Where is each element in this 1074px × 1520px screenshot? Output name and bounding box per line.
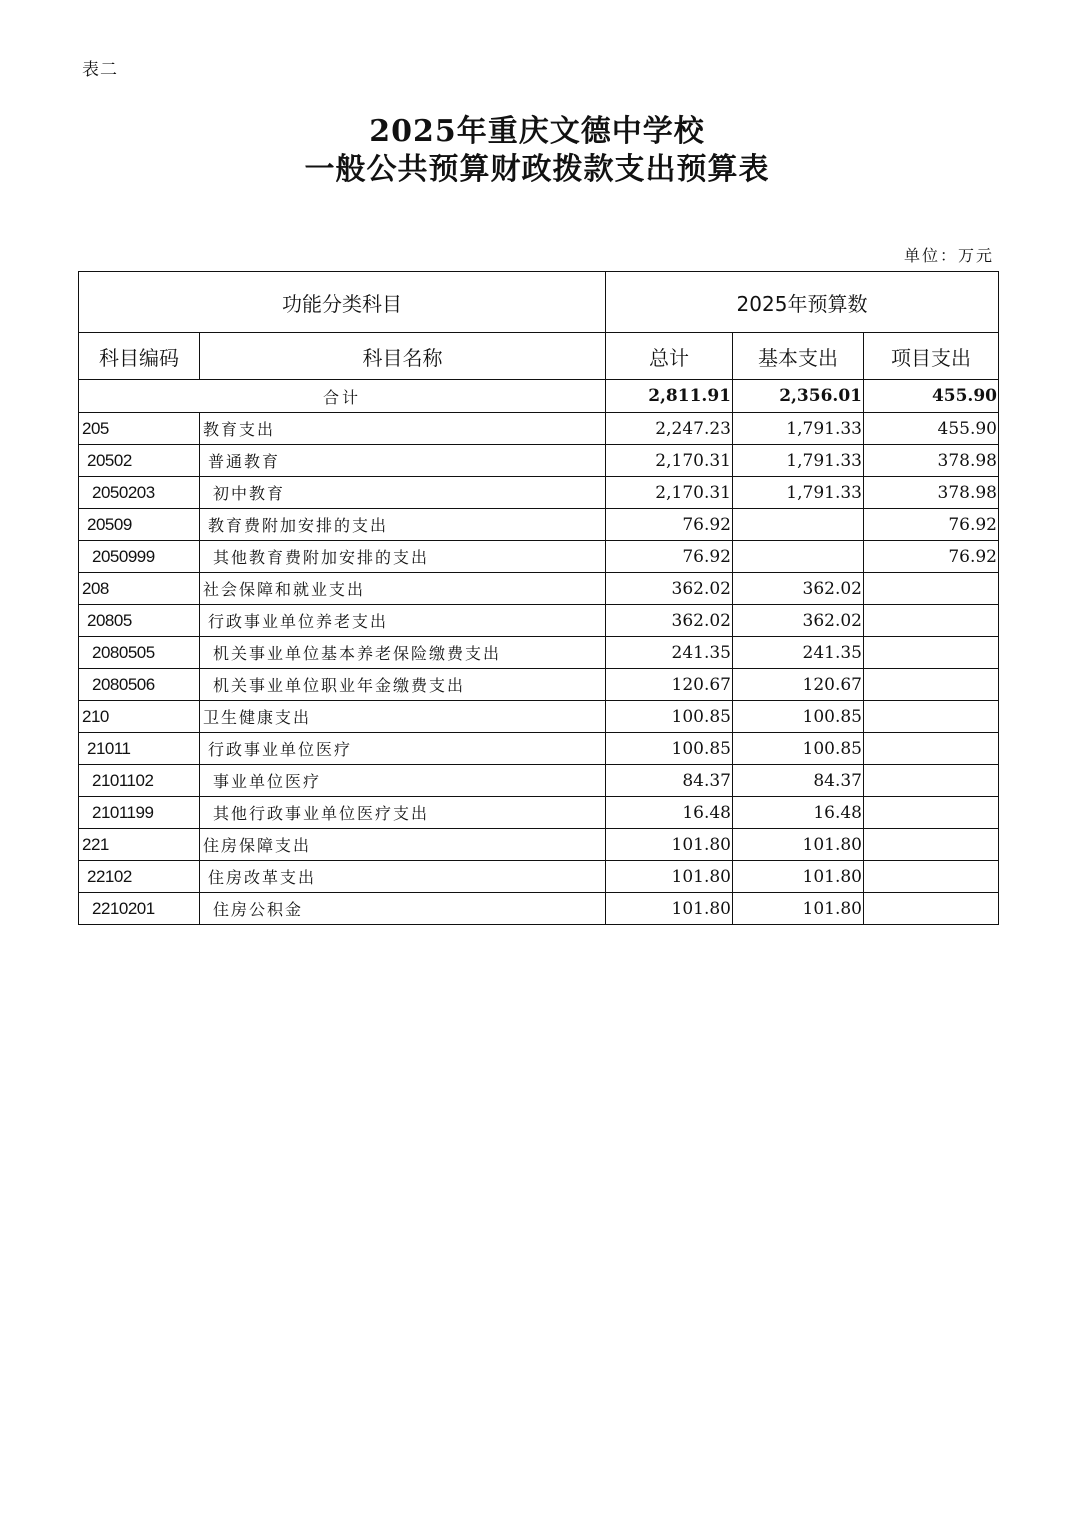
- code-cell: 221: [79, 829, 200, 861]
- code-cell: 21011: [79, 733, 200, 765]
- basic-cell: 362.02: [733, 573, 864, 605]
- project-cell: [864, 573, 999, 605]
- total-cell: 84.37: [606, 765, 733, 797]
- code-cell: 2050203: [79, 477, 200, 509]
- basic-cell: 100.85: [733, 701, 864, 733]
- name-cell: 教育费附加安排的支出: [200, 509, 606, 541]
- total-cell: 2,247.23: [606, 413, 733, 445]
- total-cell: 76.92: [606, 509, 733, 541]
- project-cell: [864, 605, 999, 637]
- header-row-group: [79, 272, 999, 333]
- budget-table: [78, 271, 999, 925]
- code-cell: 205: [79, 413, 200, 445]
- table-row: [79, 637, 999, 669]
- basic-cell: 1,791.33: [733, 445, 864, 477]
- project-cell: 76.92: [864, 541, 999, 573]
- name-cell: 行政事业单位养老支出: [200, 605, 606, 637]
- project-cell: 378.98: [864, 477, 999, 509]
- total-row: [79, 380, 999, 413]
- total-cell: 120.67: [606, 669, 733, 701]
- code-cell: 2101102: [79, 765, 200, 797]
- total-cell: 76.92: [606, 541, 733, 573]
- code-cell: 2210201: [79, 893, 200, 925]
- name-cell: 社会保障和就业支出: [200, 573, 606, 605]
- name-cell: 初中教育: [200, 477, 606, 509]
- project-cell: 76.92: [864, 509, 999, 541]
- total-cell: 2,811.91: [606, 380, 733, 413]
- basic-cell: [733, 509, 864, 541]
- table-row: [79, 413, 999, 445]
- total-cell: 241.35: [606, 637, 733, 669]
- header-functional-classification: 功能分类科目: [79, 272, 606, 333]
- header-budget-year: 2025年预算数: [606, 272, 999, 333]
- table-row: [79, 605, 999, 637]
- code-cell: 20805: [79, 605, 200, 637]
- name-cell: 机关事业单位职业年金缴费支出: [200, 669, 606, 701]
- basic-cell: 101.80: [733, 829, 864, 861]
- header-total: 总计: [606, 333, 733, 380]
- code-cell: 20502: [79, 445, 200, 477]
- project-cell: [864, 637, 999, 669]
- total-cell: 101.80: [606, 861, 733, 893]
- header-basic: 基本支出: [733, 333, 864, 380]
- total-cell: 101.80: [606, 893, 733, 925]
- page-title: 2025年重庆文德中学校: [369, 114, 705, 149]
- code-cell: 22102: [79, 861, 200, 893]
- name-cell: 机关事业单位基本养老保险缴费支出: [200, 637, 606, 669]
- project-cell: 455.90: [864, 413, 999, 445]
- basic-cell: 100.85: [733, 733, 864, 765]
- name-cell: 住房保障支出: [200, 829, 606, 861]
- total-project-cell: 455.90: [864, 380, 999, 413]
- name-cell: 普通教育: [200, 445, 606, 477]
- project-cell: [864, 829, 999, 861]
- total-cell: 100.85: [606, 733, 733, 765]
- total-label: 合计: [79, 380, 606, 413]
- table-row: [79, 701, 999, 733]
- basic-cell: 362.02: [733, 605, 864, 637]
- code-cell: 208: [79, 573, 200, 605]
- code-cell: 210: [79, 701, 200, 733]
- total-cell: 101.80: [606, 829, 733, 861]
- total-cell: 16.48: [606, 797, 733, 829]
- name-cell: 行政事业单位医疗: [200, 733, 606, 765]
- table-row: [79, 797, 999, 829]
- total-cell: 2,170.31: [606, 445, 733, 477]
- name-cell: 事业单位医疗: [200, 765, 606, 797]
- code-cell: 20509: [79, 509, 200, 541]
- project-cell: 378.98: [864, 445, 999, 477]
- unit-label: 单位：万元: [903, 246, 994, 265]
- header-row-columns: [79, 333, 999, 380]
- project-cell: [864, 861, 999, 893]
- project-cell: [864, 797, 999, 829]
- project-cell: [864, 893, 999, 925]
- basic-cell: 1,791.33: [733, 413, 864, 445]
- header-project: 项目支出: [864, 333, 999, 380]
- name-cell: 住房公积金: [200, 893, 606, 925]
- project-cell: [864, 669, 999, 701]
- basic-cell: 16.48: [733, 797, 864, 829]
- name-cell: 其他行政事业单位医疗支出: [200, 797, 606, 829]
- table-row: [79, 541, 999, 573]
- header-code: 科目编码: [79, 333, 200, 380]
- table-row: [79, 733, 999, 765]
- table-row: [79, 509, 999, 541]
- basic-cell: 101.80: [733, 893, 864, 925]
- total-cell: 362.02: [606, 605, 733, 637]
- total-cell: 100.85: [606, 701, 733, 733]
- project-cell: [864, 765, 999, 797]
- basic-cell: 120.67: [733, 669, 864, 701]
- basic-cell: 241.35: [733, 637, 864, 669]
- table-row: [79, 669, 999, 701]
- name-cell: 教育支出: [200, 413, 606, 445]
- basic-cell: 101.80: [733, 861, 864, 893]
- table-row: [79, 573, 999, 605]
- code-cell: 2050999: [79, 541, 200, 573]
- total-cell: 2,170.31: [606, 477, 733, 509]
- code-cell: 2101199: [79, 797, 200, 829]
- table-row: [79, 765, 999, 797]
- total-basic-cell: 2,356.01: [733, 380, 864, 413]
- total-cell: 362.02: [606, 573, 733, 605]
- project-cell: [864, 733, 999, 765]
- code-cell: 2080506: [79, 669, 200, 701]
- table-row: [79, 445, 999, 477]
- page-subtitle: 一般公共预算财政拨款支出预算表: [304, 152, 770, 187]
- name-cell: 其他教育费附加安排的支出: [200, 541, 606, 573]
- page-label: 表二: [82, 60, 118, 80]
- table-row: [79, 829, 999, 861]
- basic-cell: 84.37: [733, 765, 864, 797]
- project-cell: [864, 701, 999, 733]
- table-row: [79, 477, 999, 509]
- table-row: [79, 893, 999, 925]
- table-row: [79, 861, 999, 893]
- code-cell: 2080505: [79, 637, 200, 669]
- basic-cell: [733, 541, 864, 573]
- basic-cell: 1,791.33: [733, 477, 864, 509]
- name-cell: 卫生健康支出: [200, 701, 606, 733]
- name-cell: 住房改革支出: [200, 861, 606, 893]
- header-name: 科目名称: [200, 333, 606, 380]
